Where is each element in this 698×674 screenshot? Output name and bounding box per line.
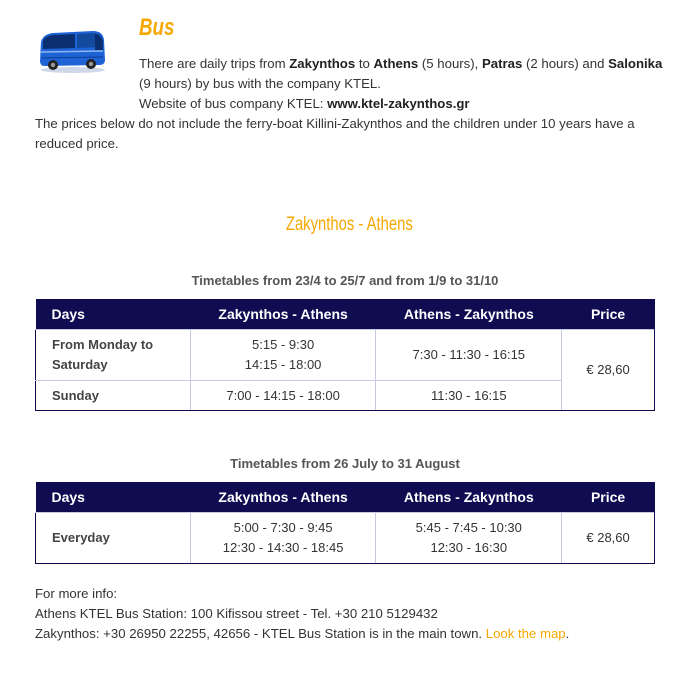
table-header-row [36,482,655,513]
table-row [36,513,655,564]
timetable-1-caption: Timetables from 23/4 to 25/7 and from 1/9 to 31/10 [191,273,499,288]
cell-zakynthos-athens: 5:00 - 7:30 - 9:45 12:30 - 14:30 - 18:45 [190,513,376,564]
header-athens-zakynthos: Athens - Zakynthos [376,482,562,513]
bus-image [37,28,107,74]
cell-zakynthos-athens: 7:00 - 14:15 - 18:00 [190,381,376,411]
table-row [36,330,655,381]
header-zakynthos-athens: Zakynthos - Athens [190,482,376,513]
timetable-2-caption: Timetables from 26 July to 31 August [230,456,460,471]
timetable-2 [35,482,655,564]
cell-athens-zakynthos: 5:45 - 7:45 - 10:30 12:30 - 16:30 [376,513,562,564]
intro-paragraph: There are daily trips from Zakynthos to Athens (5 hours), Patras (2 hours) and Salonika (9 hours) by bus with the company KTEL. Website of bus company KTEL: www.ktel-zakynthos.gr [139,56,663,111]
cell-days: From Monday to Saturday [36,330,191,381]
header-athens-zakynthos: Athens - Zakynthos [376,299,562,330]
cell-athens-zakynthos: 11:30 - 16:15 [376,381,562,411]
table-header-row [36,299,655,330]
header-days: Days [36,299,191,330]
header-price: Price [562,482,655,513]
look-the-map-link[interactable]: Look the map [485,626,566,641]
more-info: For more info: Athens KTEL Bus Station: 100 Kifissou street - Tel. +30 210 5129432 Zakynthos: +30 26950 22255, 42656 - KTEL Bus Station is in the main town. Look the map. [35,586,570,641]
route-title: Zakynthos - Athens [285,214,413,235]
cell-price: € 28,60 [562,330,655,411]
timetable-1 [35,299,655,411]
cell-price: € 28,60 [562,513,655,564]
cell-athens-zakynthos: 7:30 - 11:30 - 16:15 [376,330,562,381]
website-link[interactable]: www.ktel-zakynthos.gr [327,96,470,111]
header-zakynthos-athens: Zakynthos - Athens [190,299,376,330]
header-days: Days [36,482,191,513]
prices-note: The prices below do not include the ferry-boat Killini-Zakynthos and the children under 10 years have a reduced price. [35,116,635,151]
cell-zakynthos-athens: 5:15 - 9:30 14:15 - 18:00 [190,330,376,381]
cell-days: Everyday [36,513,191,564]
header-price: Price [562,299,655,330]
page-title: Bus [139,14,175,41]
cell-days: Sunday [36,381,191,411]
